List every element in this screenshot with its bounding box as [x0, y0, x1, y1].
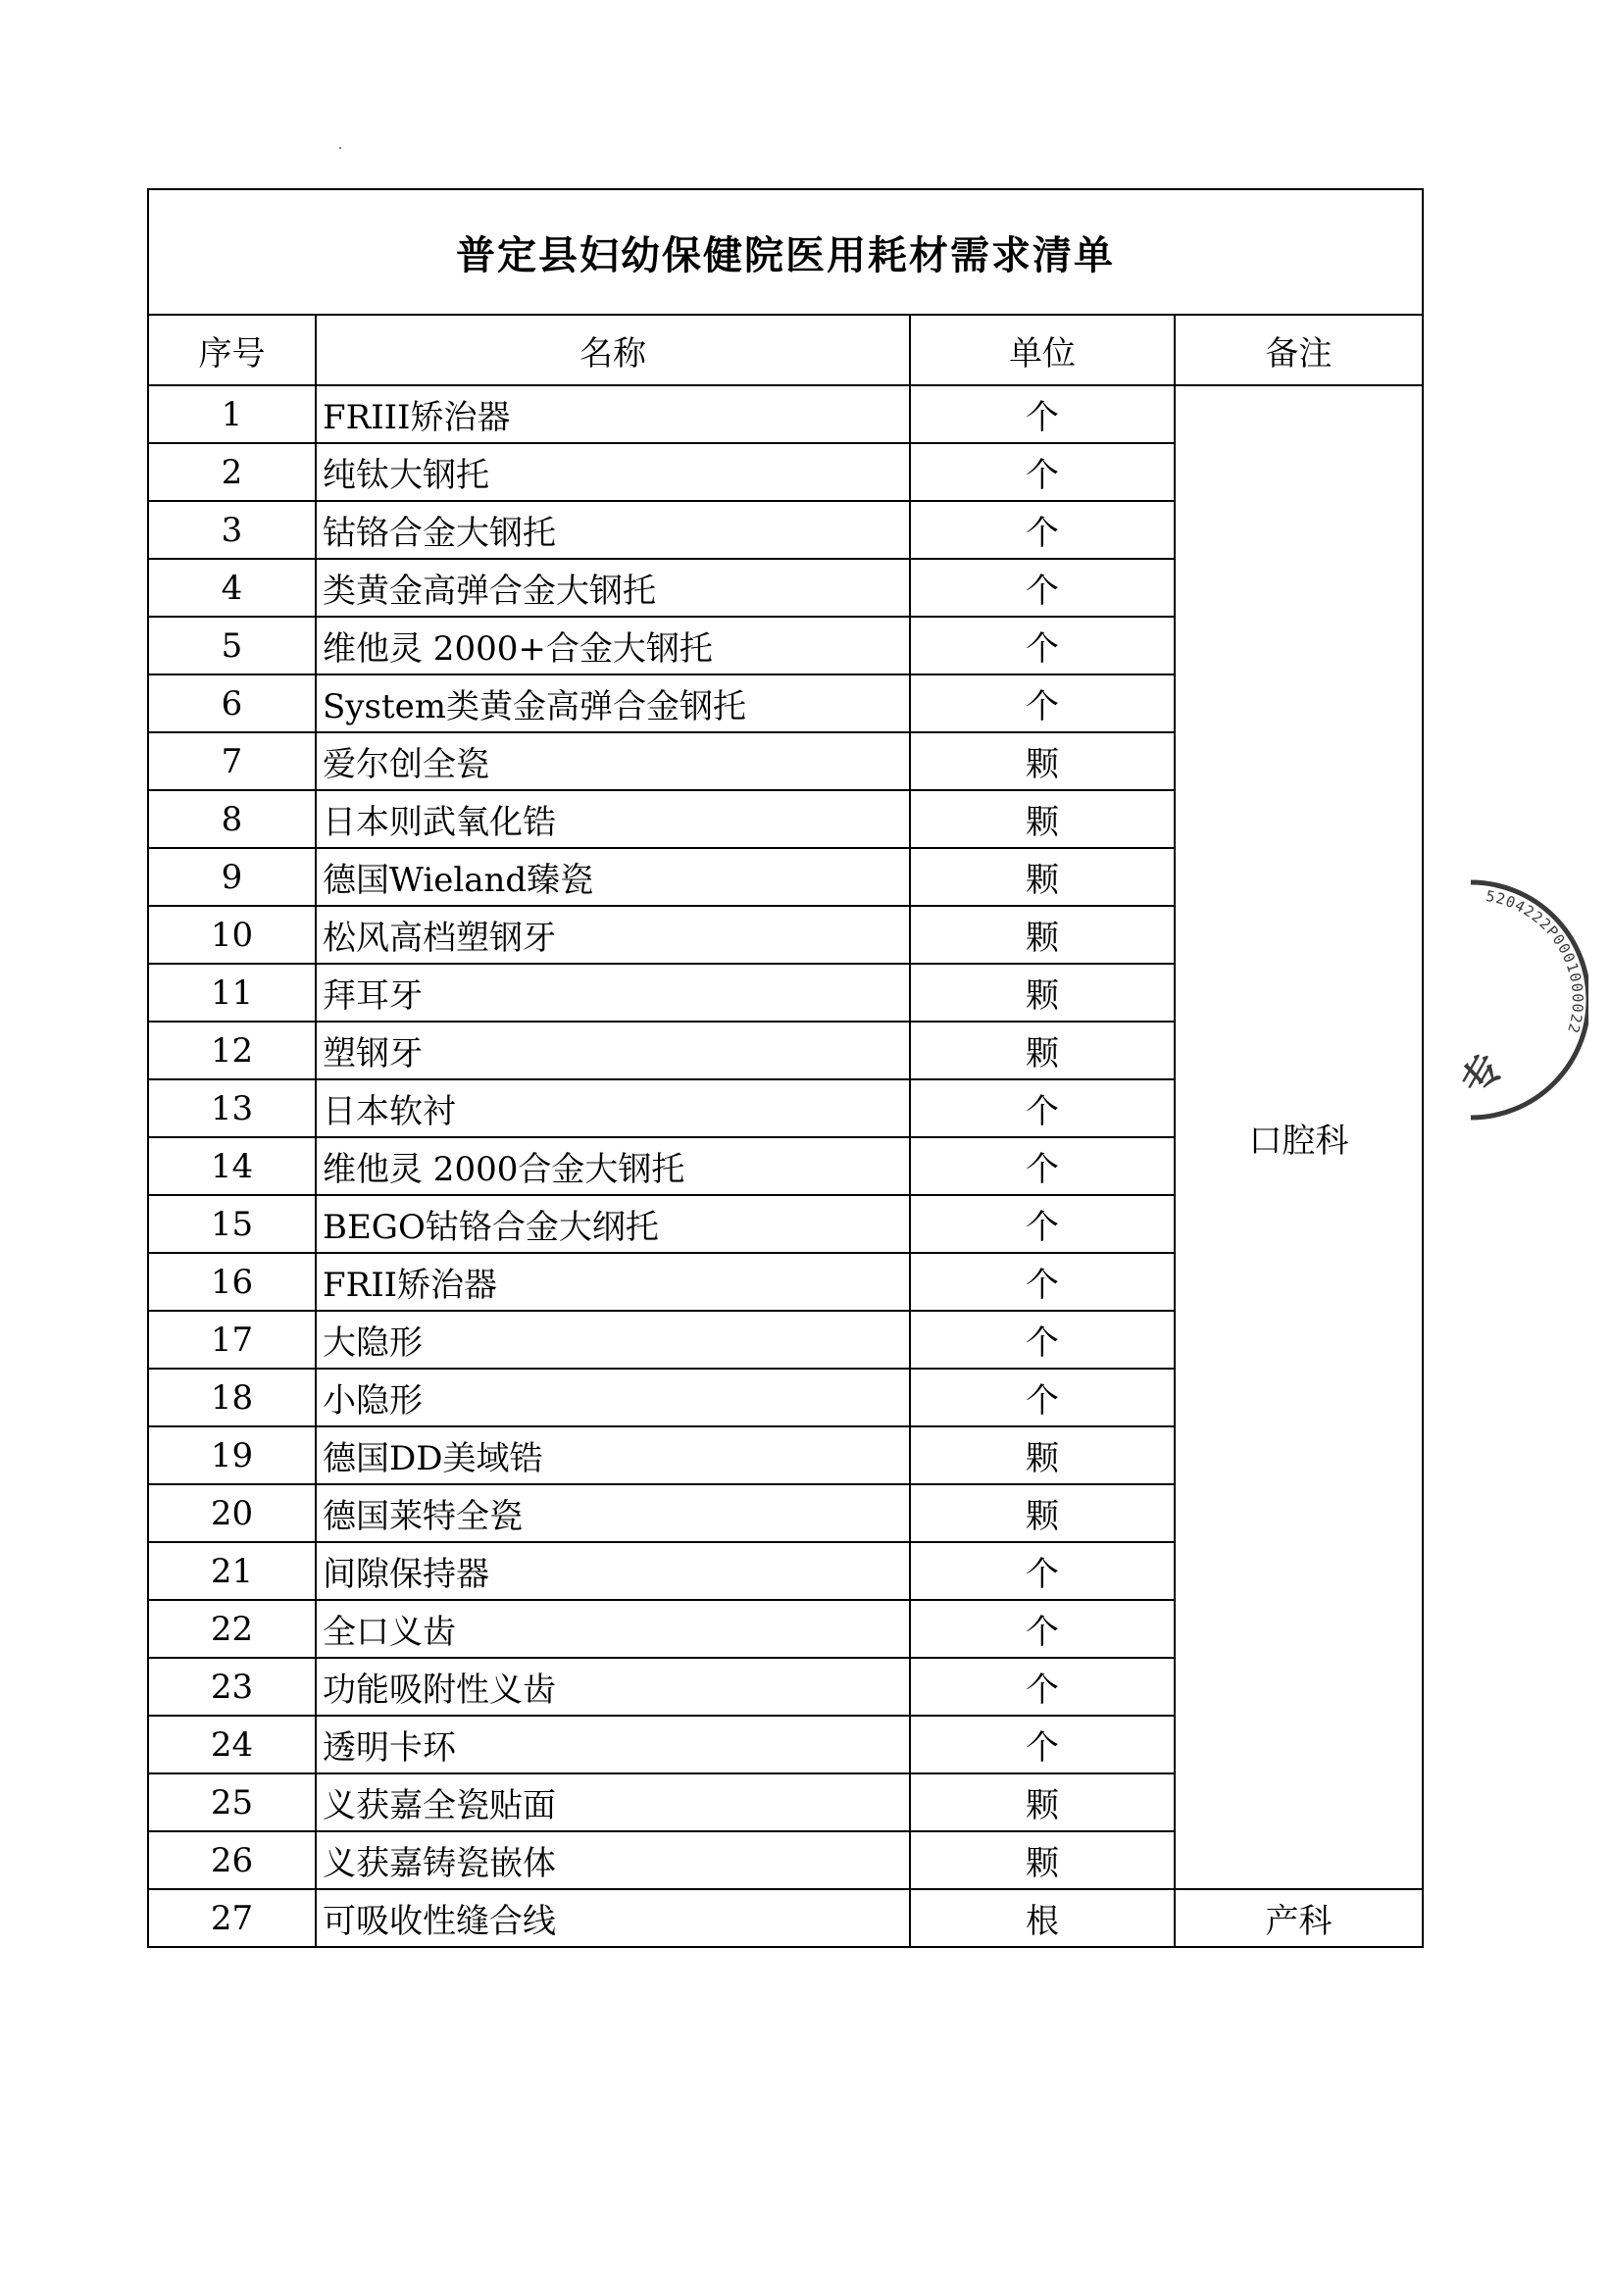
- cell-no: 10: [148, 906, 316, 964]
- table-row: [148, 1889, 1423, 1947]
- cell-name: 义获嘉全瓷贴面: [316, 1773, 910, 1831]
- cell-name: BEGO钴铬合金大纲托: [316, 1195, 910, 1253]
- cell-name: FRIII矫治器: [316, 385, 910, 443]
- seal-code-text: 5204222P0001000022: [1485, 886, 1587, 1036]
- cell-name: 透明卡环: [316, 1716, 910, 1773]
- cell-name: 可吸收性缝合线: [316, 1889, 910, 1947]
- cell-no: 11: [148, 964, 316, 1022]
- cell-unit: 颗: [910, 732, 1175, 790]
- cell-unit: 个: [910, 1137, 1175, 1195]
- cell-no: 15: [148, 1195, 316, 1253]
- cell-unit: 颗: [910, 1426, 1175, 1484]
- cell-no: 3: [148, 501, 316, 559]
- cell-unit: 个: [910, 385, 1175, 443]
- table-title-cell: [148, 189, 1423, 315]
- cell-unit: 个: [910, 1369, 1175, 1426]
- cell-no: 9: [148, 848, 316, 906]
- cell-name: FRII矫治器: [316, 1253, 910, 1311]
- cell-no: 5: [148, 617, 316, 674]
- cell-no: 18: [148, 1369, 316, 1426]
- cell-unit: 颗: [910, 1022, 1175, 1079]
- cell-name: 全口义齿: [316, 1600, 910, 1658]
- cell-no: 13: [148, 1079, 316, 1137]
- cell-no: 22: [148, 1600, 316, 1658]
- header-name: 名称: [316, 315, 910, 385]
- official-seal-fragment: [1451, 863, 1588, 1157]
- header-remark: 备注: [1175, 315, 1423, 385]
- requirements-table: [147, 188, 1424, 1948]
- cell-unit: 个: [910, 1658, 1175, 1716]
- cell-no: 25: [148, 1773, 316, 1831]
- cell-remark: 口腔科: [1175, 385, 1423, 1889]
- header-unit: 单位: [910, 315, 1175, 385]
- cell-no: 14: [148, 1137, 316, 1195]
- cell-no: 27: [148, 1889, 316, 1947]
- cell-unit: 个: [910, 617, 1175, 674]
- cell-unit: 颗: [910, 848, 1175, 906]
- cell-no: 12: [148, 1022, 316, 1079]
- seal-char: 专: [1452, 1045, 1513, 1103]
- cell-unit: 颗: [910, 790, 1175, 848]
- cell-no: 23: [148, 1658, 316, 1716]
- cell-name: 功能吸附性义齿: [316, 1658, 910, 1716]
- cell-name: 纯钛大钢托: [316, 443, 910, 501]
- cell-name: 爱尔创全瓷: [316, 732, 910, 790]
- cell-name: 日本则武氧化锆: [316, 790, 910, 848]
- cell-remark: 产科: [1175, 1889, 1423, 1947]
- cell-no: 6: [148, 674, 316, 732]
- cell-name: 松风高档塑钢牙: [316, 906, 910, 964]
- cell-no: 26: [148, 1831, 316, 1889]
- cell-unit: 个: [910, 1079, 1175, 1137]
- cell-name: 拜耳牙: [316, 964, 910, 1022]
- cell-unit: 个: [910, 674, 1175, 732]
- cell-name: 义获嘉铸瓷嵌体: [316, 1831, 910, 1889]
- cell-no: 19: [148, 1426, 316, 1484]
- cell-no: 16: [148, 1253, 316, 1311]
- cell-no: 8: [148, 790, 316, 848]
- cell-unit: 个: [910, 559, 1175, 617]
- cell-no: 2: [148, 443, 316, 501]
- cell-no: 4: [148, 559, 316, 617]
- cell-unit: 颗: [910, 964, 1175, 1022]
- cell-unit: 个: [910, 1542, 1175, 1600]
- cell-unit: 颗: [910, 1484, 1175, 1542]
- header-no: 序号: [148, 315, 316, 385]
- cell-name: 小隐形: [316, 1369, 910, 1426]
- cell-unit: 个: [910, 1600, 1175, 1658]
- cell-name: System类黄金高弹合金钢托: [316, 674, 910, 732]
- scan-speck: [339, 147, 341, 149]
- cell-name: 塑钢牙: [316, 1022, 910, 1079]
- cell-unit: 个: [910, 501, 1175, 559]
- cell-unit: 颗: [910, 1831, 1175, 1889]
- cell-unit: 颗: [910, 1773, 1175, 1831]
- cell-name: 钴铬合金大钢托: [316, 501, 910, 559]
- cell-unit: 个: [910, 1716, 1175, 1773]
- cell-unit: 个: [910, 443, 1175, 501]
- cell-no: 20: [148, 1484, 316, 1542]
- cell-unit: 个: [910, 1253, 1175, 1311]
- cell-name: 维他灵 2000合金大钢托: [316, 1137, 910, 1195]
- cell-unit: 个: [910, 1195, 1175, 1253]
- document-title: 普定县妇幼保健院医用耗材需求清单: [456, 231, 1115, 278]
- cell-name: 大隐形: [316, 1311, 910, 1369]
- header-row: [148, 315, 1423, 385]
- cell-name: 德国Wieland臻瓷: [316, 848, 910, 906]
- cell-no: 1: [148, 385, 316, 443]
- cell-no: 21: [148, 1542, 316, 1600]
- cell-no: 17: [148, 1311, 316, 1369]
- cell-unit: 个: [910, 1311, 1175, 1369]
- cell-name: 维他灵 2000+合金大钢托: [316, 617, 910, 674]
- cell-name: 类黄金高弹合金大钢托: [316, 559, 910, 617]
- table-row: [148, 385, 1423, 443]
- table-body: [148, 385, 1423, 1947]
- cell-name: 德国莱特全瓷: [316, 1484, 910, 1542]
- cell-no: 7: [148, 732, 316, 790]
- cell-unit: 根: [910, 1889, 1175, 1947]
- cell-name: 间隙保持器: [316, 1542, 910, 1600]
- cell-no: 24: [148, 1716, 316, 1773]
- cell-name: 德国DD美域锆: [316, 1426, 910, 1484]
- cell-unit: 颗: [910, 906, 1175, 964]
- cell-name: 日本软衬: [316, 1079, 910, 1137]
